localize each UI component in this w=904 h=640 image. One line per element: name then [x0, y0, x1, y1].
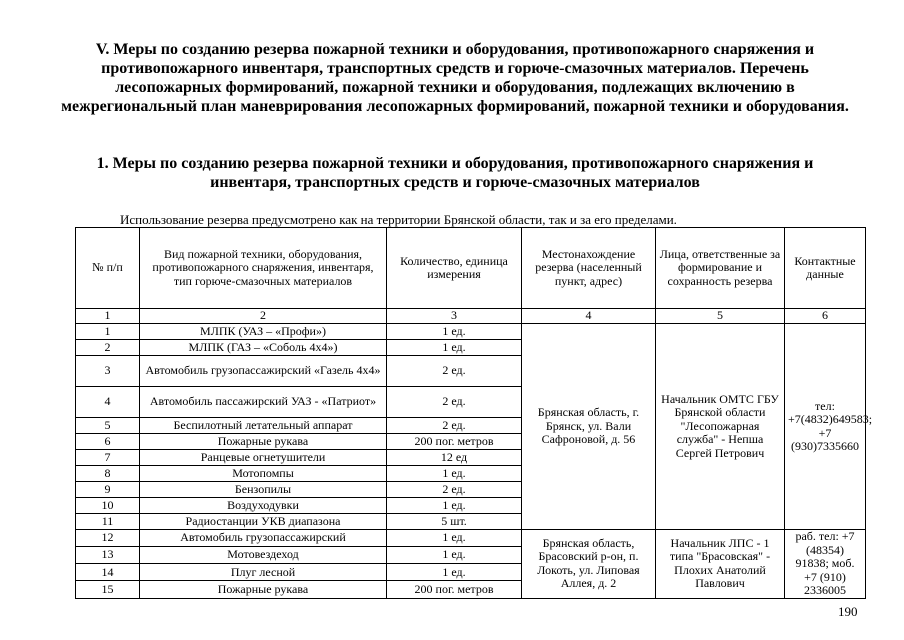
item-name: Автомобиль пассажирский УАЗ - «Патриот»: [140, 387, 387, 418]
item-name: Плуг лесной: [140, 564, 387, 581]
item-quantity: 1 ед.: [387, 530, 522, 547]
row-number: 9: [76, 482, 140, 498]
row-number: 14: [76, 564, 140, 581]
item-name: МЛПК (ГАЗ – «Соболь 4х4»): [140, 340, 387, 356]
item-quantity: 200 пог. метров: [387, 434, 522, 450]
column-number: 4: [522, 309, 656, 324]
row-number: 11: [76, 514, 140, 530]
contact-info: тел: +7(4832)649583; +7 (930)7335660: [785, 324, 866, 530]
row-number: 2: [76, 340, 140, 356]
header-cell: Контактные данные: [785, 228, 866, 309]
column-number: 6: [785, 309, 866, 324]
column-number: 1: [76, 309, 140, 324]
column-number: 2: [140, 309, 387, 324]
reserve-location: Брянская область, г. Брянск, ул. Вали Сафроновой, д. 56: [522, 324, 656, 530]
header-cell: Вид пожарной техники, оборудования, противопожарного снаряжения, инвентаря, тип горюче-смазочных материалов: [140, 228, 387, 309]
item-quantity: 2 ед.: [387, 356, 522, 387]
item-name: Пожарные рукава: [140, 581, 387, 598]
item-name: Автомобиль грузопассажирский: [140, 530, 387, 547]
item-quantity: 2 ед.: [387, 418, 522, 434]
item-quantity: 2 ед.: [387, 387, 522, 418]
row-number: 1: [76, 324, 140, 340]
row-number: 10: [76, 498, 140, 514]
header-cell: Лица, ответственные за формирование и сохранность резерва: [656, 228, 785, 309]
column-number: 3: [387, 309, 522, 324]
header-cell: Количество, единица измерения: [387, 228, 522, 309]
column-number: 5: [656, 309, 785, 324]
responsible-person: Начальник ЛПС - 1 типа "Брасовская" - Плохих Анатолий Павлович: [656, 530, 785, 599]
item-name: Радиостанции УКВ диапазона: [140, 514, 387, 530]
page-number: 190: [838, 604, 858, 619]
table-header-row: [76, 228, 866, 309]
item-quantity: 1 ед.: [387, 498, 522, 514]
contact-info: раб. тел: +7 (48354) 91838; моб. +7 (910) 2336005: [785, 530, 866, 599]
item-quantity: 5 шт.: [387, 514, 522, 530]
item-quantity: 1 ед.: [387, 466, 522, 482]
item-quantity: 1 ед.: [387, 324, 522, 340]
item-name: Автомобиль грузопассажирский «Газель 4х4»: [140, 356, 387, 387]
item-quantity: 1 ед.: [387, 340, 522, 356]
item-name: Мотопомпы: [140, 466, 387, 482]
header-cell: Местонахождение резерва (населенный пункт, адрес): [522, 228, 656, 309]
row-number: 13: [76, 547, 140, 564]
item-quantity: 12 ед: [387, 450, 522, 466]
item-quantity: 1 ед.: [387, 564, 522, 581]
row-number: 3: [76, 356, 140, 387]
row-number: 12: [76, 530, 140, 547]
row-number: 8: [76, 466, 140, 482]
subsection-title: 1. Меры по созданию резерва пожарной техники и оборудования, противопожарного снаряжения и инвентаря, транспортных средств и горюче-смазочных материалов: [96, 155, 814, 191]
reserve-usage-note: Использование резерва предусмотрено как на территории Брянской области, так и за его пределами.: [120, 212, 677, 227]
responsible-person: Начальник ОМТС ГБУ Брянской области "Лесопожарная служба" - Непша Сергей Петрович: [656, 324, 785, 530]
table-row: [76, 530, 866, 547]
section-title: V. Меры по созданию резерва пожарной техники и оборудования, противопожарного снаряжения и противопожарного инвентаря, транспортных средств и горюче-смазочных материалов. Перечень лесопожарных формирований, пожарной техники и оборудования, подлежащих включению в межрегиональный план маневрирования лесопожарных формирований, пожарной техники и оборудования.: [61, 41, 849, 115]
reserve-location: Брянская область, Брасовский р-он, п. Локоть, ул. Липовая Аллея, д. 2: [522, 530, 656, 599]
item-name: Мотовездеход: [140, 547, 387, 564]
row-number: 15: [76, 581, 140, 598]
row-number: 7: [76, 450, 140, 466]
row-number: 5: [76, 418, 140, 434]
item-name: Пожарные рукава: [140, 434, 387, 450]
item-quantity: 2 ед.: [387, 482, 522, 498]
table-row: [76, 324, 866, 340]
reserve-table: [75, 227, 873, 599]
row-number: 4: [76, 387, 140, 418]
row-number: 6: [76, 434, 140, 450]
item-name: Бензопилы: [140, 482, 387, 498]
item-name: МЛПК (УАЗ – «Профи»): [140, 324, 387, 340]
item-name: Беспилотный летательный аппарат: [140, 418, 387, 434]
item-quantity: 1 ед.: [387, 547, 522, 564]
header-cell: № п/п: [76, 228, 140, 309]
item-quantity: 200 пог. метров: [387, 581, 522, 598]
column-number-row: [76, 309, 866, 324]
item-name: Воздуходувки: [140, 498, 387, 514]
item-name: Ранцевые огнетушители: [140, 450, 387, 466]
